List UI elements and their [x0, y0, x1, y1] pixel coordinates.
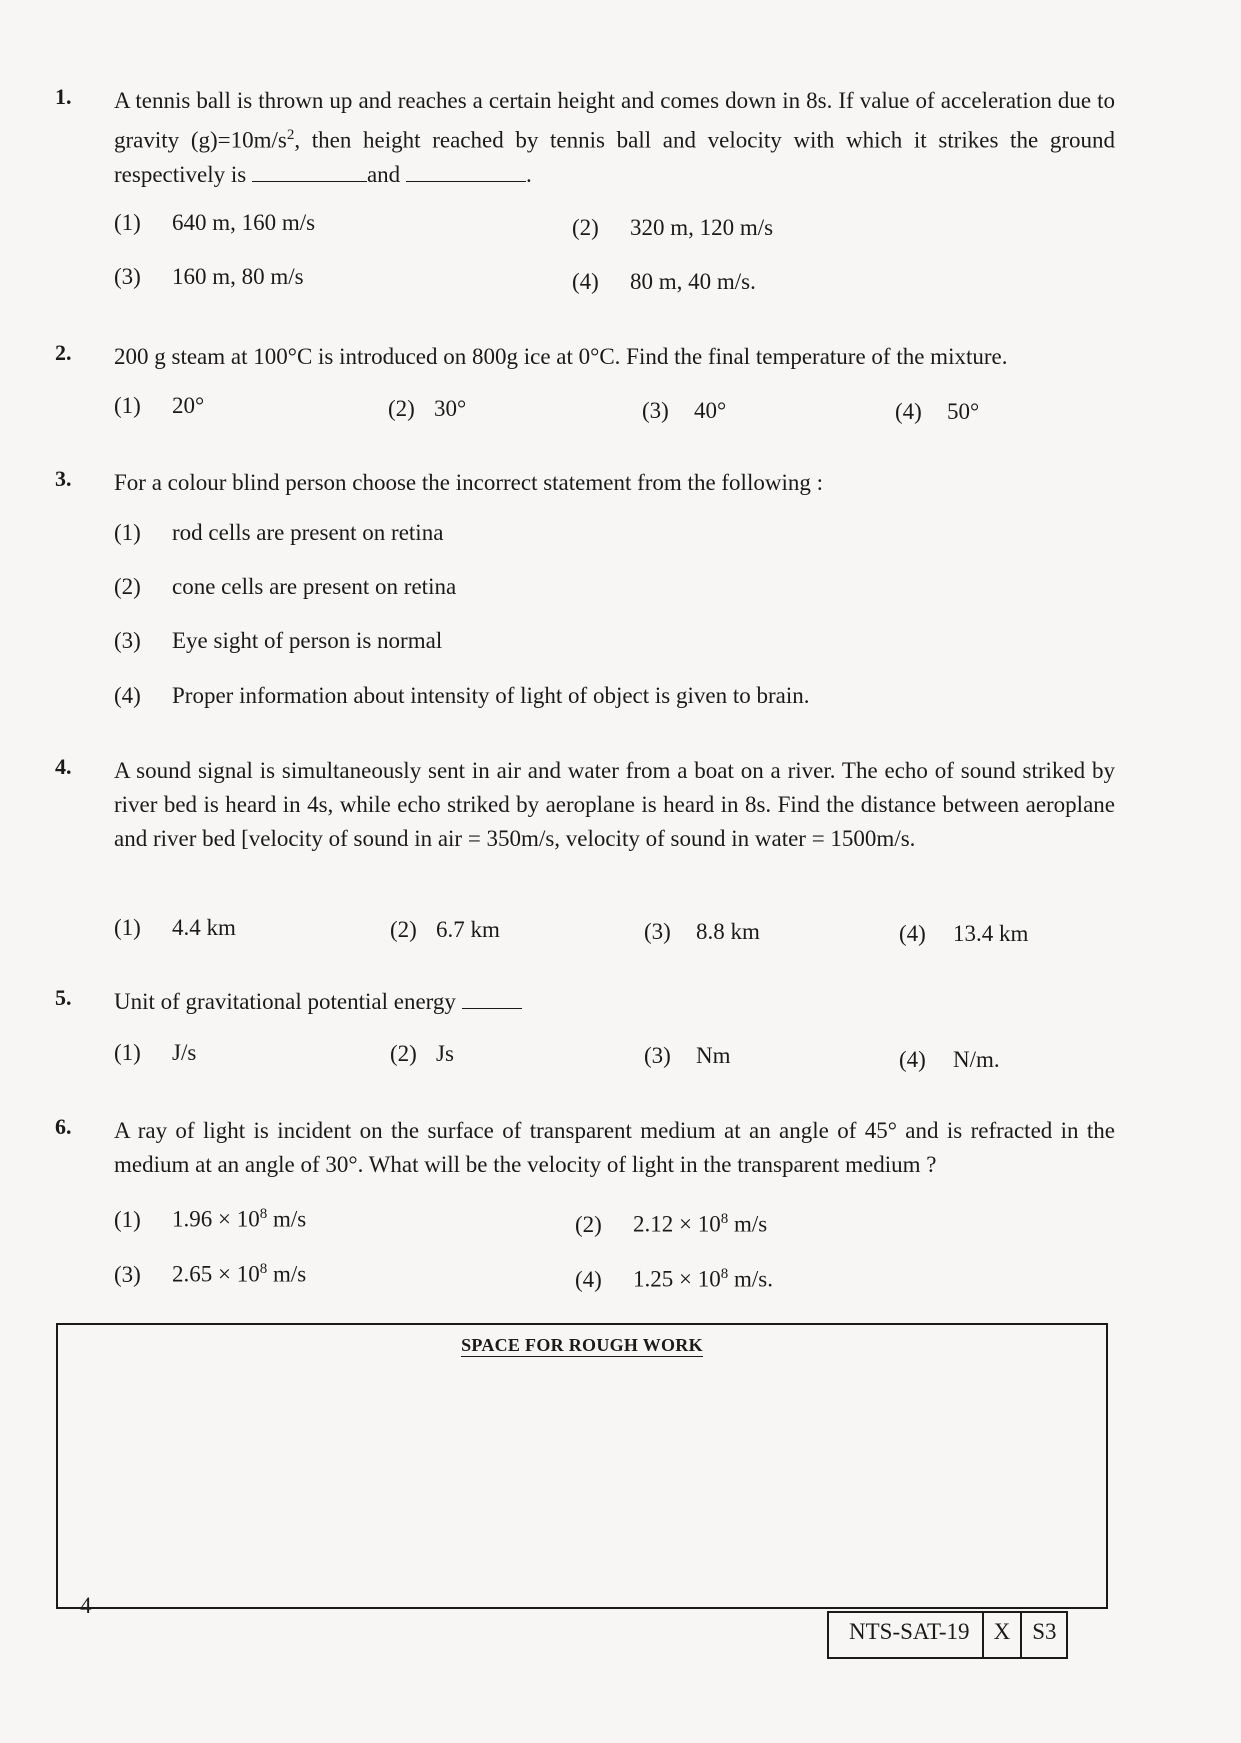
question-text: A sound signal is simultaneously sent in air and water from a boat on a river. The echo of sound striked by river bed is heard in 4s, while echo striked by aeroplane is heard in 8s. Find the distance between aeroplane and river bed [velocity of sound in air = 350m/s, velocity of sound in water = 1500m/s. [114, 758, 1115, 851]
option-number: (1) [114, 393, 141, 418]
question-text-part: , then height reached by tennis ball and velocity with which it strikes the ground respectively is [114, 127, 1115, 187]
option-number: (1) [114, 520, 141, 545]
question-text [114, 84, 1115, 192]
option-number: (4) [572, 269, 599, 294]
option-4-1[interactable] [114, 915, 236, 941]
option-6-3[interactable] [114, 1261, 306, 1288]
option-exponent: 8 [720, 1211, 729, 1227]
option-text: 30° [434, 396, 467, 421]
question-text-part: and [366, 161, 401, 187]
option-number: (3) [114, 1261, 141, 1287]
rough-work-title-text: SPACE FOR ROUGH WORK [461, 1335, 703, 1355]
option-text: Eye sight of person is normal [172, 628, 443, 653]
option-number: (1) [114, 915, 141, 940]
question-text-part: . [525, 161, 532, 187]
option-3-4[interactable] [114, 683, 810, 709]
answer-blank [462, 988, 522, 1009]
option-text: 320 m, 120 m/s [630, 215, 774, 240]
option-2-3[interactable] [642, 398, 726, 424]
option-text: N/m. [953, 1047, 1000, 1072]
question-6 [55, 1114, 1115, 1182]
option-text: 13.4 km [953, 921, 1029, 946]
option-6-1[interactable] [114, 1206, 306, 1233]
option-number: (2) [388, 396, 415, 421]
option-2-2[interactable] [388, 396, 466, 422]
option-number: (4) [899, 921, 926, 946]
option-unit: m/s. [728, 1266, 773, 1292]
option-text: 20° [172, 393, 205, 418]
option-number: (1) [114, 1040, 141, 1065]
option-1-2[interactable] [572, 215, 773, 241]
option-number: (2) [575, 1211, 602, 1237]
option-text: 40° [694, 398, 727, 423]
option-coef: 1.96 × 10 [172, 1206, 260, 1232]
option-3-2[interactable] [114, 574, 456, 600]
option-number: (3) [114, 264, 141, 289]
rough-work-title [58, 1335, 1106, 1356]
option-number: (2) [114, 574, 141, 599]
option-text: 50° [947, 399, 980, 424]
question-4 [55, 754, 1115, 856]
question-number: 1. [55, 84, 72, 109]
option-1-1[interactable] [114, 210, 315, 236]
question-text: 200 g steam at 100°C is introduced on 800g ice at 0°C. Find the final temperature of the mixture. [114, 344, 1008, 369]
option-exponent: 8 [259, 1261, 268, 1277]
question-5 [55, 985, 1115, 1019]
question-number: 3. [55, 466, 72, 491]
option-4-2[interactable] [390, 917, 500, 943]
option-text: 80 m, 40 m/s. [630, 269, 756, 294]
option-text: cone cells are present on retina [172, 574, 457, 599]
option-number: (1) [114, 210, 141, 235]
option-text: Proper information about intensity of light of object is given to brain. [172, 683, 810, 708]
option-number: (4) [114, 683, 141, 708]
option-number: (2) [390, 917, 417, 942]
question-text-part: Unit of gravitational potential energy [114, 989, 462, 1014]
question-text: A ray of light is incident on the surface of transparent medium at an angle of 45° and is refracted in the medium at an angle of 30°. What will be the velocity of light in the transparent medium ? [114, 1118, 1115, 1177]
option-4-4[interactable] [899, 921, 1028, 947]
page-number: 4 [80, 1593, 92, 1618]
option-number: (2) [390, 1041, 417, 1066]
option-4-3[interactable] [644, 919, 760, 945]
option-unit: m/s [728, 1211, 768, 1237]
option-number: (3) [114, 628, 141, 653]
option-text: rod cells are present on retina [172, 520, 444, 545]
option-coef: 2.65 × 10 [172, 1261, 260, 1287]
option-exponent: 8 [720, 1266, 729, 1282]
option-5-3[interactable] [644, 1043, 731, 1069]
option-2-1[interactable] [114, 393, 204, 419]
option-coef: 2.12 × 10 [633, 1211, 721, 1237]
option-number: (4) [575, 1266, 602, 1292]
question-text [114, 985, 1115, 1019]
option-text: 6.7 km [436, 917, 500, 942]
question-text: For a colour blind person choose the incorrect statement from the following : [114, 470, 823, 495]
paper-set: S3 [1020, 1613, 1066, 1657]
option-unit: m/s [267, 1206, 307, 1232]
option-number: (4) [899, 1047, 926, 1072]
option-1-3[interactable] [114, 264, 304, 290]
option-2-4[interactable] [895, 399, 979, 425]
option-5-2[interactable] [390, 1041, 454, 1067]
paper-class: X [982, 1613, 1021, 1657]
rough-work-box [56, 1323, 1108, 1609]
option-number: (3) [642, 398, 669, 423]
option-unit: m/s [267, 1261, 307, 1287]
option-text: 640 m, 160 m/s [172, 210, 316, 235]
option-number: (3) [644, 919, 671, 944]
option-6-4[interactable] [575, 1266, 773, 1293]
question-number: 5. [55, 985, 72, 1010]
option-text: Js [436, 1041, 454, 1066]
option-exponent: 8 [259, 1206, 268, 1222]
option-3-1[interactable] [114, 520, 443, 546]
question-number: 6. [55, 1114, 72, 1139]
option-text: 160 m, 80 m/s [172, 264, 304, 289]
option-number: (2) [572, 215, 599, 240]
option-text: J/s [172, 1040, 197, 1065]
option-number: (1) [114, 1206, 141, 1232]
option-6-2[interactable] [575, 1211, 767, 1238]
question-2 [55, 340, 1115, 374]
question-number: 2. [55, 340, 72, 365]
question-number: 4. [55, 754, 72, 779]
option-text: Nm [696, 1043, 731, 1068]
option-text: 8.8 km [696, 919, 760, 944]
answer-blank [406, 161, 526, 182]
option-3-3[interactable] [114, 628, 442, 654]
option-1-4[interactable] [572, 269, 756, 295]
option-5-4[interactable] [899, 1047, 1000, 1073]
question-text-part: A tennis ball is thrown up and reaches a certain height and comes down in 8s. If value of acceleration due to gravity (g)=10m/s [114, 88, 1115, 153]
option-text: 4.4 km [172, 915, 236, 940]
superscript: 2 [286, 127, 295, 143]
option-coef: 1.25 × 10 [633, 1266, 721, 1292]
question-1 [55, 84, 1115, 192]
option-5-1[interactable] [114, 1040, 196, 1066]
option-number: (4) [895, 399, 922, 424]
paper-code-box [827, 1611, 1068, 1659]
option-number: (3) [644, 1043, 671, 1068]
answer-blank [252, 161, 367, 182]
paper-code: NTS-SAT-19 [849, 1619, 970, 1644]
question-3 [55, 466, 1115, 500]
